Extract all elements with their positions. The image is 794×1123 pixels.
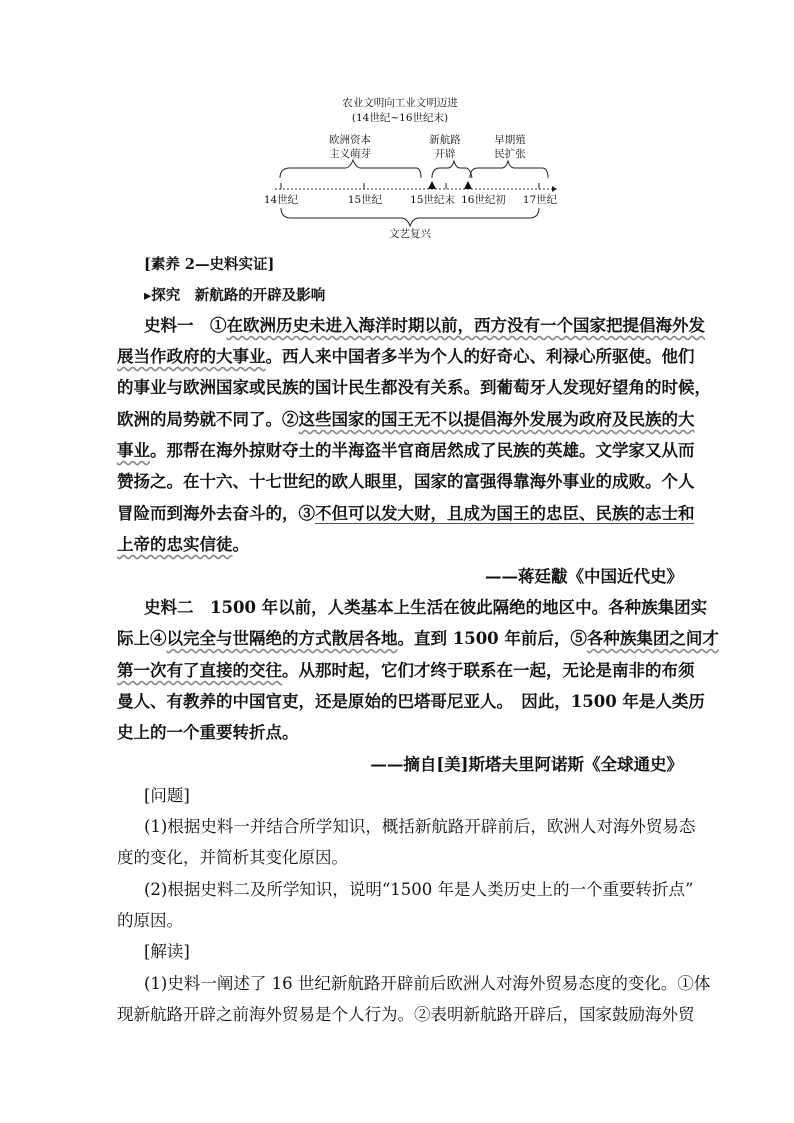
- text-segment: (1)根据史料一并结合所学知识，概括新航路开辟前后，欧洲人对海外贸易态: [144, 817, 696, 836]
- text-segment: [解读]: [144, 942, 190, 961]
- text-segment: 。那帮在海外掠财夺土的半海盗半官商居然成了民族的英雄。文学家又从而: [150, 441, 695, 460]
- text-segment: 。: [232, 535, 249, 554]
- underlined-text: 不但可以发大财，且成为国王的忠臣、民族的志士和: [315, 504, 695, 523]
- tick-label: 14世纪: [263, 194, 299, 206]
- underlined-text: 上帝的忠实信徒: [117, 535, 233, 554]
- text-segment: 史料二 1500 年以前，人类基本上生活在彼此隔绝的地区中。各种族集团实: [144, 598, 708, 617]
- underlined-text: 第一次有了直接的交往: [117, 661, 282, 680]
- underlined-text: 在欧洲历史未进入海洋时期以前，西方没有一个国家把提倡海外发: [226, 316, 705, 335]
- text-line: [144, 786, 683, 806]
- underlined-text: 事业: [117, 441, 150, 460]
- text-segment: 度的变化，并简析其变化原因。: [117, 848, 348, 867]
- text-segment: 赞扬之。在十六、十七世纪的欧人眼里，国家的富强得靠海外事业的成败。个人: [117, 472, 695, 491]
- text-line: [117, 911, 683, 931]
- text-line: [144, 942, 683, 962]
- label-colonial-2: 民扩张: [494, 148, 526, 160]
- axis-arrow: [552, 186, 557, 192]
- text-line: [117, 472, 695, 492]
- text-segment: 的事业与欧洲国家或民族的国计民生都没有关系。到葡萄牙人发现好望角的时候，: [117, 378, 711, 397]
- text-segment: ——摘自[美]斯塔夫里阿诺斯《全球通史》: [370, 755, 683, 774]
- underlined-text: 以完全与世隔绝的方式散居各地: [166, 629, 398, 648]
- label-renaissance: 文艺复兴: [389, 228, 431, 240]
- text-line: [117, 535, 683, 555]
- text-segment: 现新航路开辟之前海外贸易是个人行为。②表明新航路开辟后，国家鼓励海外贸: [117, 1005, 695, 1024]
- text-segment: (2)根据史料二及所学知识，说明“1500 年是人类历史上的一个重要转折点”: [144, 880, 694, 899]
- label-new-route: 新航路: [429, 134, 461, 146]
- text-segment: (1)史料一阐述了 16 世纪新航路开辟前后欧洲人对海外贸易态度的变化。①体: [144, 974, 711, 993]
- label-new-route-2: 开辟: [434, 148, 456, 160]
- text-line: [144, 316, 705, 336]
- inquiry-title: ▸探究 新航路的开辟及影响: [144, 287, 326, 304]
- text-segment: 冒险而到海外去奋斗的，③: [117, 504, 315, 523]
- label-capitalism-2: 主义萌芽: [329, 148, 371, 160]
- text-line: [144, 880, 694, 900]
- text-line: [117, 629, 719, 649]
- text-segment: [问题]: [144, 786, 190, 805]
- text-segment: 际上④: [117, 629, 167, 648]
- text-line: [144, 598, 708, 618]
- brace-colonial: [470, 161, 548, 178]
- text-segment: 。西人来中国者多半为个人的好奇心、利禄心所驱使。他们: [265, 347, 695, 366]
- timeline-svg: [0, 0, 794, 250]
- text-line: [144, 817, 696, 837]
- text-line: [144, 974, 711, 994]
- text-line: [117, 692, 705, 712]
- text-segment: 史上的一个重要转折点。: [117, 723, 299, 742]
- text-line: [117, 755, 683, 775]
- text-line: [117, 567, 683, 587]
- text-line: [117, 661, 695, 681]
- underlined-text: 这些国家的国王无不以提倡海外发展为政府及民族的大: [298, 410, 695, 429]
- brace-renaissance: [281, 208, 539, 226]
- text-line: [117, 504, 695, 524]
- text-line: [117, 1005, 695, 1025]
- text-line: [117, 410, 695, 430]
- tick-label: 16世纪初: [461, 194, 506, 206]
- underlined-text: 展当作政府的大事业: [117, 347, 266, 366]
- tick-label: 15世纪末: [410, 194, 455, 206]
- text-segment: 欧洲的局势就不同了。②: [117, 410, 299, 429]
- text-line: [117, 347, 695, 367]
- text-line: [117, 723, 683, 743]
- text-segment: 。从那时起，它们才终于联系在一起，无论是南非的布须: [282, 661, 695, 680]
- marker-triangle: [464, 181, 472, 189]
- tick-label: 15世纪: [347, 194, 383, 206]
- diagram-title: 农业文明向工业文明迈进: [342, 97, 458, 109]
- brace-capitalism: [280, 160, 421, 178]
- diagram-subtitle: (14世纪~16世纪末): [351, 112, 449, 124]
- underlined-text: 各种族集团之间才: [586, 629, 719, 648]
- label-capitalism: 欧洲资本: [329, 134, 371, 146]
- text-line: [117, 378, 711, 398]
- label-colonial: 早期殖: [494, 134, 526, 146]
- text-segment: 史料一 ①: [144, 316, 227, 335]
- section-heading: [素养 2—史料实证]: [144, 256, 275, 273]
- text-segment: ——蒋廷黻《中国近代史》: [485, 567, 683, 586]
- tick-label: 17世纪: [522, 194, 558, 206]
- text-segment: 曼人、有教养的中国官吏，还是原始的巴塔哥尼亚人。 因此，1500 年是人类历: [117, 692, 705, 711]
- marker-triangle: [428, 181, 436, 189]
- text-line: [117, 848, 683, 868]
- brace-new-route: [432, 161, 472, 178]
- text-segment: 。直到 1500 年前后，⑤: [397, 629, 587, 648]
- text-line: [117, 441, 695, 461]
- text-segment: 的原因。: [117, 911, 183, 930]
